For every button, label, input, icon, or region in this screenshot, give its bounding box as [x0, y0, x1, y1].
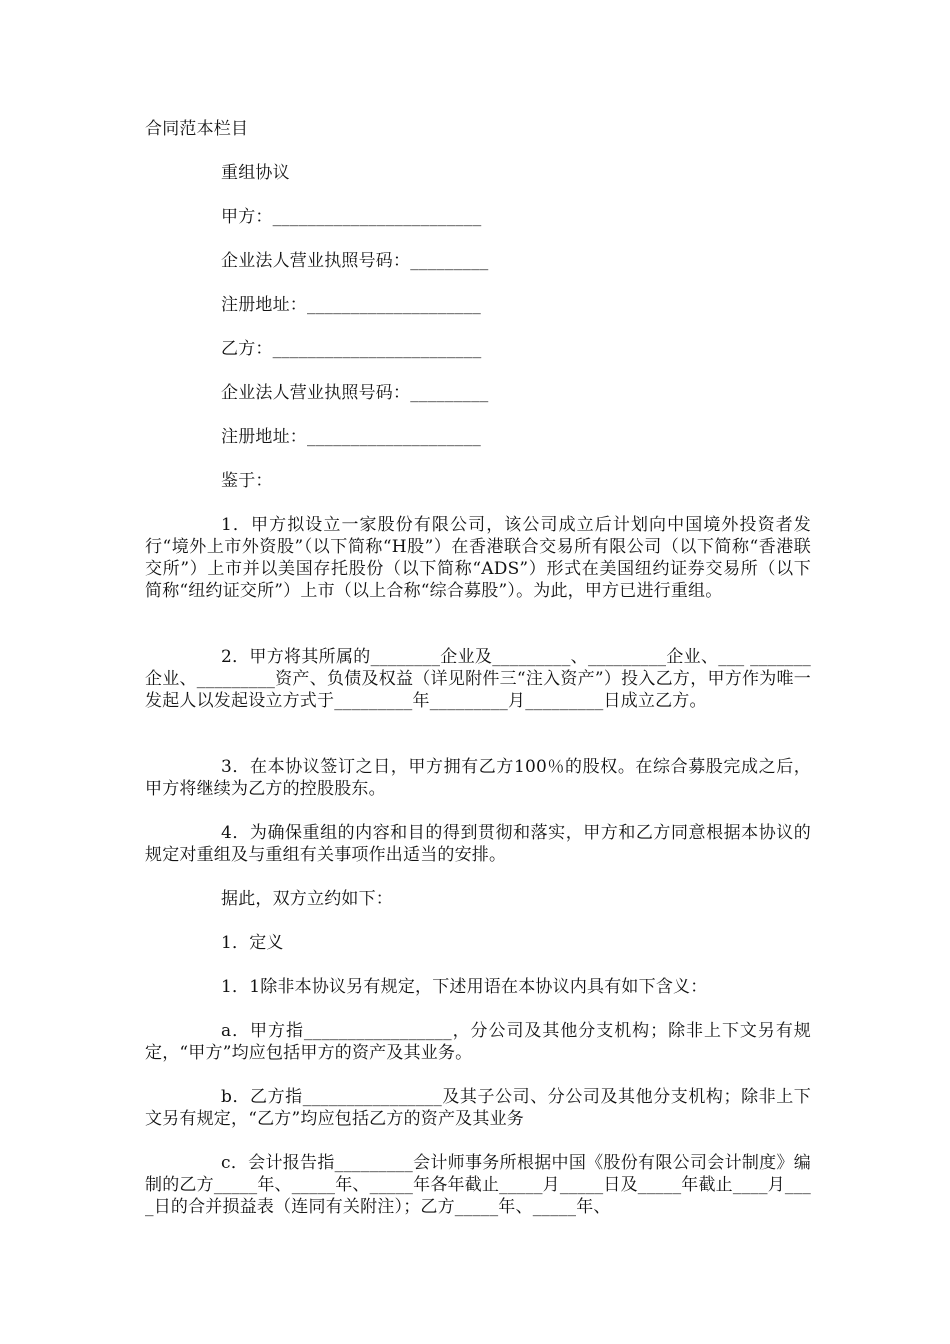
section-1-1-text: 1．1除非本协议另有规定，下述用语在本协议内具有如下含义： — [221, 977, 708, 997]
recital-3: 3．在本协议签订之日，甲方拥有乙方100％的股权。在综合募股完成之后，甲方将继续为乙方的控股股东。 — [145, 757, 811, 799]
recital-1: 1．甲方拟设立一家股份有限公司，该公司成立后计划向中国境外投资者发行“境外上市外资股”（以下简称“H股”）在香港联合交易所有限公司（以下简称“香港联交所”）上市并以美国存托股份（以下简称“ADS”）形式在美国纽约证券交易所（以下简称“纽约证交所”）上市（以上合称“综合募股”）。为此，甲方已进行重组。 — [145, 515, 811, 601]
party-a-address-field: 注册地址：____________________ — [221, 295, 481, 315]
whereas-heading: 鉴于： — [221, 471, 273, 491]
party-b-address-field: 注册地址：____________________ — [221, 427, 481, 447]
definition-c: c．会计报告指_________会计师事务所根据中国《股份有限公司会计制度》编制的乙方_____年、_____年、_____年各年截止_____月_____日及_____年截止____月____日的合并损益表（连同有关附注）；乙方_____年、_____年、 — [145, 1153, 811, 1217]
party-b-license-field: 企业法人营业执照号码：_________ — [221, 383, 489, 403]
party-b-field: 乙方：________________________ — [221, 339, 482, 359]
party-a-license-field: 企业法人营业执照号码：_________ — [221, 251, 489, 271]
document-title: 重组协议 — [221, 163, 290, 183]
recital-4: 4．为确保重组的内容和目的得到贯彻和落实，甲方和乙方同意根据本协议的规定对重组及与重组有关事项作出适当的安排。 — [145, 823, 811, 865]
section-header: 合同范本栏目 — [145, 119, 249, 139]
definition-a: a．甲方指_________________，分公司及其他分支机构；除非上下文另有规定，“甲方”均应包括甲方的资产及其业务。 — [145, 1021, 811, 1063]
definition-b: b．乙方指________________及其子公司、分公司及其他分支机构；除非上下文另有规定，“乙方”均应包括乙方的资产及其业务 — [145, 1087, 811, 1129]
section-1-heading: 1．定义 — [221, 933, 284, 953]
recital-2: 2．甲方将其所属的________企业及_________、_________企业、___ _______企业、_________资产、负债及权益（详见附件三“注入资产”）投入乙方，甲方作为唯一发起人以发起设立方式于_________年_________月_________日成立乙方。 — [145, 647, 811, 711]
agreement-intro: 据此，双方立约如下： — [221, 889, 393, 909]
party-a-field: 甲方：________________________ — [221, 207, 482, 227]
